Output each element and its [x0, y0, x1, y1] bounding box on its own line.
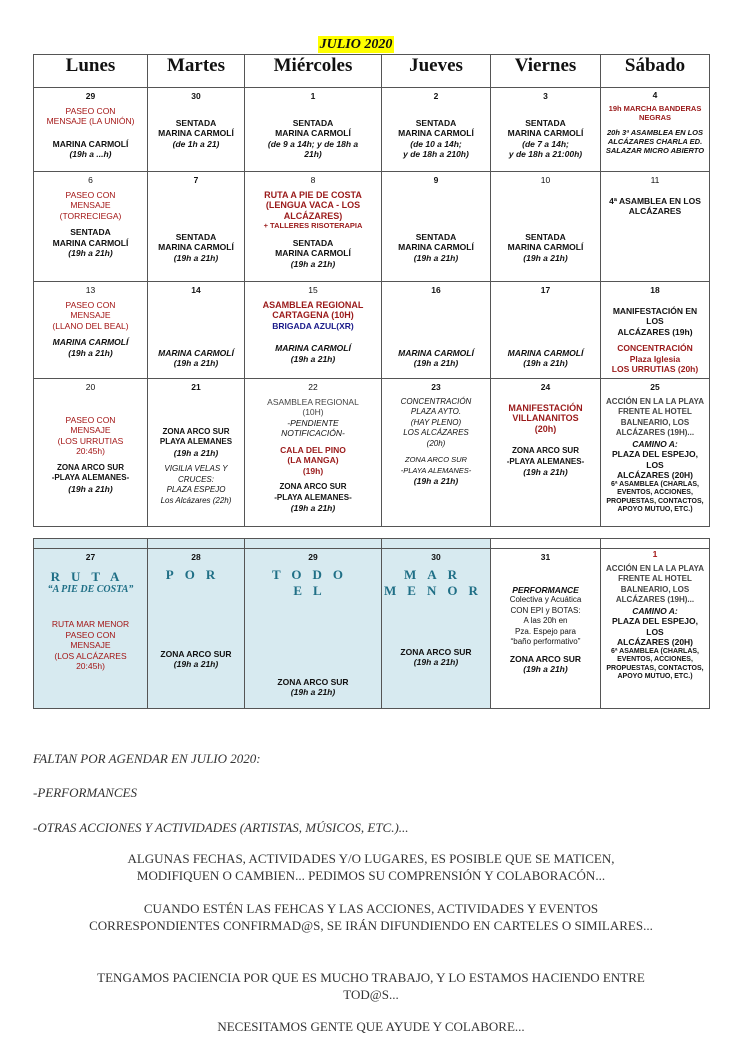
event-text: ZONA ARCO SUR	[160, 648, 232, 659]
day-number: 27	[85, 552, 96, 562]
event-time: (19h a 21h)	[290, 503, 336, 513]
note-pending-title: FALTAN POR AGENDAR EN JULIO 2020:	[33, 751, 261, 766]
event-text: SENTADA MARINA CARMOLÍ	[398, 117, 474, 138]
day-cell	[491, 172, 601, 282]
event-text: CALA DEL PINO (LA MANGA) (19h)	[280, 444, 346, 476]
event-time: Los Alcázares (22h)	[160, 495, 232, 505]
day-number: 9	[433, 175, 439, 185]
event-text: CAMINO A:	[632, 438, 678, 449]
day-cell	[34, 282, 148, 379]
day-cell	[382, 549, 491, 709]
event-time: (19h a 21h)	[413, 252, 459, 263]
event-text: PASEO CON MENSAJE (LA UNIÓN)	[46, 105, 135, 126]
event-time: (19h a 21h)	[523, 252, 568, 263]
event-text: ZONA ARCO SUR	[400, 646, 472, 657]
day-number: 23	[431, 382, 441, 392]
event-time: (19h a 21h)	[68, 248, 113, 258]
event-text: MARINA CARMOLÍ	[275, 343, 351, 353]
day-cell	[34, 172, 148, 282]
day-header-lunes: Lunes	[34, 55, 148, 88]
calendar-table-last-week	[33, 538, 710, 709]
day-number: 20	[85, 382, 96, 392]
event-text: RUTA MAR MENOR PASEO CON MENSAJE (LOS ALCÁZARES 20:45h)	[51, 619, 130, 671]
event-text: 20h 3ª ASAMBLEA EN LOS ALCÁZARES CHARLA ED. SALAZAR MICRO ABIERTO	[605, 128, 705, 155]
day-cell	[148, 172, 245, 282]
day-number: 6	[88, 175, 93, 185]
day-cell	[34, 549, 148, 709]
event-text: + TALLERES RISOTERAPIA	[263, 221, 363, 230]
day-number: 4	[652, 90, 658, 100]
note-performances: -PERFORMANCES	[33, 785, 137, 800]
event-text: ZONA ARCO SUR PLAYA ALEMANES	[159, 426, 233, 446]
weekday-header-row	[34, 55, 710, 88]
event-text: ACCIÓN EN LA LA PLAYA FRENTE AL HOTEL BALNEARIO, LOS ALCÁZARES (19H)...	[606, 396, 704, 437]
event-text: ZONA ARCO SUR	[277, 676, 349, 687]
event-time: (19h a 21h)	[413, 657, 459, 667]
day-cell	[491, 549, 601, 709]
day-number: 22	[308, 382, 318, 392]
day-number: 31	[540, 552, 551, 562]
day-number: 18	[650, 285, 660, 295]
day-number: 25	[650, 382, 660, 392]
event-text: MANIFESTACIÓN VILLANANITOS (20h)	[508, 402, 583, 434]
day-number: 30	[431, 552, 441, 562]
day-cell	[601, 549, 710, 709]
event-text: SENTADA MARINA CARMOLÍ	[507, 231, 584, 252]
day-header-jueves: Jueves	[382, 55, 491, 88]
event-text: RUTA A PIE DE COSTA (LENGUA VACA - LOS ALCÁZARES)	[264, 189, 362, 221]
day-number: 11	[650, 175, 660, 185]
event-text: MARINA CARMOLÍ	[398, 347, 474, 358]
event-text: MARINA CARMOLÍ	[507, 347, 584, 358]
day-cell	[491, 282, 601, 379]
event-time: (19h a 21h)	[413, 358, 459, 368]
event-text: SENTADA MARINA CARMOLÍ	[52, 227, 129, 248]
event-text: MANIFESTACIÓN EN LOS ALCÁZARES (19h)	[612, 305, 698, 337]
day-number: 13	[85, 285, 96, 295]
event-text: PLAZA DEL ESPEJO, LOS ALCÁZARES (20H)	[612, 616, 698, 647]
event-text: ZONA ARCO SUR	[509, 653, 582, 664]
event-text: ZONA ARCO SUR -PLAYA ALEMANES-	[274, 482, 352, 502]
event-text: 6ª ASAMBLEA (CHARLAS, EVENTOS, ACCIONES, PROPUESTAS, CONTACTOS, APOYO MUTUO, ETC.)	[606, 647, 704, 680]
event-text: SENTADA MARINA CARMOLÍ	[275, 237, 351, 258]
day-number: 29	[308, 552, 318, 562]
day-cell	[148, 282, 245, 379]
event-text: Colectiva y Acuática CON EPI y BOTAS: A las 20h en Pza. Espejo para “baño performativo”	[509, 595, 582, 646]
week-row	[34, 549, 710, 709]
day-cell	[148, 549, 245, 709]
day-number: 1	[310, 91, 316, 101]
day-number: 14	[191, 285, 201, 295]
day-header-sabado: Sábado	[601, 55, 710, 88]
event-time: (19h a 21h)	[523, 467, 568, 477]
day-cell	[245, 88, 382, 172]
event-time: (19h a 21h)	[290, 687, 336, 697]
day-cell	[601, 282, 710, 379]
event-time: (de 9 a 14h; y de 18h a 21h)	[267, 138, 359, 159]
event-text: ZONA ARCO SUR -PLAYA ALEMANES-	[506, 446, 585, 466]
day-cell	[382, 172, 491, 282]
day-number: 30	[191, 91, 201, 101]
event-text: PASEO CON MENSAJE (TORRECIEGA)	[59, 189, 122, 221]
event-time: (19h a 21h)	[290, 353, 336, 364]
day-cell	[382, 88, 491, 172]
day-cell	[245, 282, 382, 379]
event-text: 6ª ASAMBLEA (CHARLAS, EVENTOS, ACCIONES, PROPUESTAS, CONTACTOS, APOYO MUTUO, ETC.)	[606, 480, 704, 513]
event-time: (19h a 21h)	[523, 664, 568, 674]
day-number: 10	[540, 175, 551, 185]
event-time: (19h a 21h)	[68, 347, 113, 358]
banner-text: MAR MENOR	[384, 566, 489, 598]
note-help-needed: NECESITAMOS GENTE QUE AYUDE Y COLABORE...	[217, 1019, 525, 1034]
day-number: 24	[540, 382, 551, 392]
day-cell	[491, 88, 601, 172]
banner-text: POR	[165, 566, 227, 582]
day-number: 15	[308, 285, 318, 295]
day-cell	[601, 379, 710, 527]
day-cell	[245, 379, 382, 527]
note-other-actions: -OTRAS ACCIONES Y ACTIVIDADES (ARTISTAS, MÚSICOS, ETC.)...	[33, 820, 409, 835]
event-text: SENTADA MARINA CARMOLÍ	[507, 117, 584, 138]
event-time: (de 10 a 14h; y de 18h a 210h)	[403, 138, 469, 159]
event-text: 19h MARCHA BANDERAS NEGRAS	[608, 104, 702, 122]
event-text: PERFORMANCE	[512, 584, 579, 595]
week-row	[34, 282, 710, 379]
day-cell	[601, 88, 710, 172]
event-time: (19h a 21h)	[173, 447, 219, 458]
event-text: ACCIÓN EN LA LA PLAYA FRENTE AL HOTEL BALNEARIO, LOS ALCÁZARES (19H)...	[606, 563, 704, 604]
day-number: 17	[540, 285, 551, 295]
event-time: (19h a ...h)	[69, 149, 112, 159]
calendar-table	[33, 54, 710, 527]
event-text: SENTADA MARINA CARMOLÍ	[398, 231, 474, 252]
day-cell	[34, 379, 148, 527]
day-header-viernes: Viernes	[491, 55, 601, 88]
event-text: MARINA CARMOLÍ	[158, 347, 234, 358]
event-time: (19h a 21h)	[290, 258, 336, 269]
event-time: (19h a 21h)	[173, 659, 219, 669]
day-cell	[245, 172, 382, 282]
day-cell	[601, 172, 710, 282]
day-cell	[148, 88, 245, 172]
event-text: ASAMBLEA REGIONAL (10H)	[267, 396, 359, 417]
event-text: PASEO CON MENSAJE (LLANO DEL BEAL)	[52, 299, 129, 331]
day-cell	[382, 282, 491, 379]
event-text: CONCENTRACIÓN Plaza Iglesia LOS URRUTIAS (20h)	[611, 343, 699, 374]
event-text: SENTADA MARINA CARMOLÍ	[275, 117, 351, 138]
day-cell	[34, 88, 148, 172]
event-text: CONCENTRACIÓN	[400, 396, 472, 406]
event-time: (19h a 21h)	[523, 358, 568, 368]
day-number: 28	[191, 552, 201, 562]
event-text: BRIGADA AZUL(XR)	[272, 320, 354, 331]
event-time: (19h a 21h)	[173, 252, 219, 263]
day-number: 16	[431, 285, 441, 295]
note-patience: TENGAMOS PACIENCIA POR QUE ES MUCHO TRABAJO, Y LO ESTAMOS HACIENDO ENTRE TOD@S...	[97, 970, 645, 1002]
note-changes: ALGUNAS FECHAS, ACTIVIDADES Y/O LUGARES, ES POSIBLE QUE SE MATICEN, MODIFIQUEN O CAMBIEN... PEDIMOS SU COMPRENSIÓN Y COLABORACÓN...	[127, 851, 615, 883]
banner-text: “A PIE DE COSTA”	[47, 583, 134, 595]
banner-text: TODO EL	[271, 566, 355, 598]
day-cell	[491, 379, 601, 527]
day-number: 3	[543, 91, 548, 101]
day-number: 7	[193, 175, 199, 185]
event-text: PLAZA DEL ESPEJO, LOS ALCÁZARES (20H)	[612, 449, 698, 480]
calendar-title: JULIO 2020	[319, 37, 393, 52]
day-number: 2	[433, 91, 439, 101]
event-text: -PENDIENTE NOTIFICACIÓN-	[281, 417, 345, 438]
day-cell	[148, 379, 245, 527]
event-text: SENTADA MARINA CARMOLÍ	[158, 117, 234, 138]
event-text: MARINA CARMOLÍ	[52, 337, 129, 347]
event-text: PASEO CON MENSAJE (LOS URRUTIAS 20:45h)	[57, 414, 124, 456]
event-text: CAMINO A:	[632, 605, 678, 616]
day-header-martes: Martes	[148, 55, 245, 88]
event-time: (de 1h a 21)	[172, 138, 220, 149]
event-text: ZONA ARCO SUR -PLAYA ALEMANES-	[51, 462, 130, 482]
day-header-miercoles: Miércoles	[245, 55, 382, 88]
event-text: PLAZA AYTO. (HAY PLENO) LOS ALCÁZARES (20h)	[403, 407, 469, 448]
event-text: 4ª ASAMBLEA EN LOS ALCÁZARES	[609, 195, 701, 216]
event-text: VIGILIA VELAS Y CRUCES: PLAZA ESPEJO	[164, 464, 228, 494]
event-text: SENTADA MARINA CARMOLÍ	[158, 231, 234, 252]
week-row	[34, 172, 710, 282]
week-row	[34, 88, 710, 172]
day-number: 21	[191, 382, 201, 392]
event-time: (19h a 21h)	[173, 358, 219, 368]
banner-text: RUTA	[50, 568, 131, 584]
day-cell	[245, 549, 382, 709]
day-number: 1	[652, 549, 658, 559]
day-number: 29	[85, 91, 96, 101]
event-text: ASAMBLEA REGIONAL CARTAGENA (10H)	[262, 299, 364, 320]
event-time: (de 7 a 14h; y de 18h a 21:00h)	[508, 138, 583, 159]
day-number: 8	[310, 175, 316, 185]
day-cell	[382, 379, 491, 527]
week-row	[34, 379, 710, 527]
event-time: (19h a 21h)	[413, 476, 459, 486]
event-text: MARINA CARMOLÍ	[52, 138, 129, 149]
event-text: ZONA ARCO SUR -PLAYA ALEMANES-	[400, 455, 472, 475]
event-time: (19h a 21h)	[68, 483, 113, 494]
note-confirmation: CUANDO ESTÉN LAS FEHCAS Y LAS ACCIONES, ACTIVIDADES Y EVENTOS CORRESPONDIENTES CONFIRMAD@S, SE IRÁN DIFUNDIENDO EN CARTELES O SIMILARES...	[89, 901, 653, 933]
